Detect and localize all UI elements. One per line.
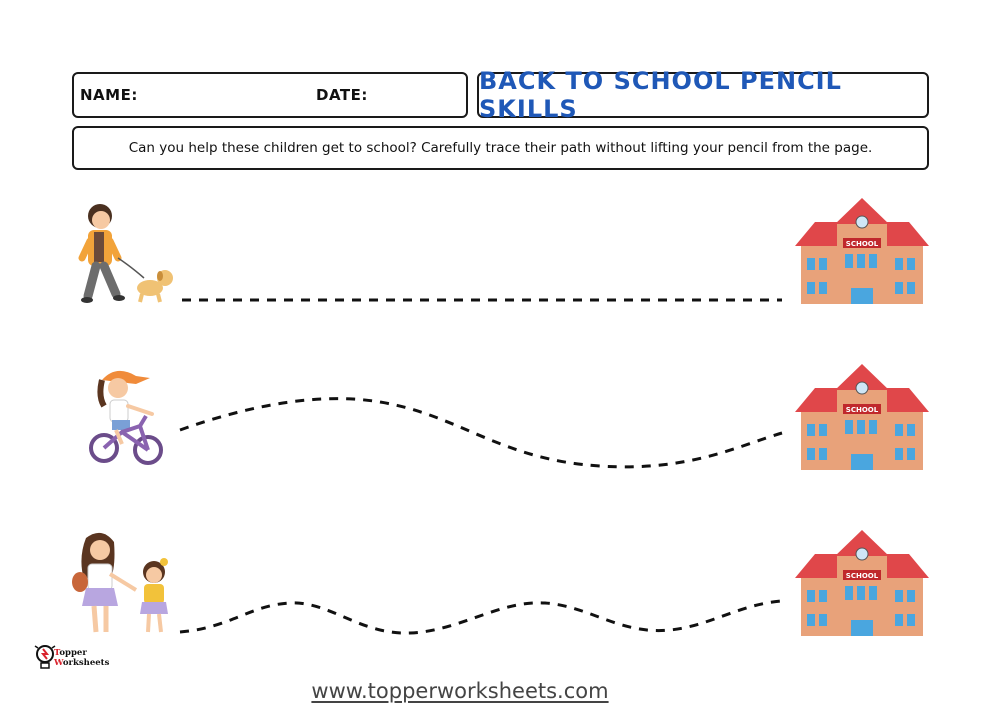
tracing-path-double-wave <box>180 601 782 633</box>
school-building-2 <box>795 362 929 472</box>
tracing-path-wave <box>180 399 782 467</box>
boy-walking-dog-illustration <box>70 196 180 308</box>
brand-logo-text <box>54 648 109 668</box>
date-label: DATE: <box>316 86 368 104</box>
school-sign-text: SCHOOL <box>845 240 879 248</box>
instructions-text: Can you help these children get to school? Carefully trace their path without lifting your pencil from the page. <box>128 140 873 156</box>
girl-on-bicycle-illustration <box>86 362 164 474</box>
logo-line-2: Worksheets <box>54 658 110 668</box>
logo-line-1: Topper <box>54 648 87 658</box>
school-building-1 <box>795 196 929 306</box>
two-girls-walking-illustration <box>66 528 182 640</box>
website-link[interactable]: www.topperworksheets.com <box>311 679 609 703</box>
school-sign-text: SCHOOL <box>845 572 879 580</box>
name-label: NAME: <box>80 86 138 104</box>
worksheet-title: BACK TO SCHOOL PENCIL SKILLS <box>479 67 842 123</box>
school-building-3 <box>795 528 929 638</box>
school-sign-text: SCHOOL <box>845 406 879 414</box>
